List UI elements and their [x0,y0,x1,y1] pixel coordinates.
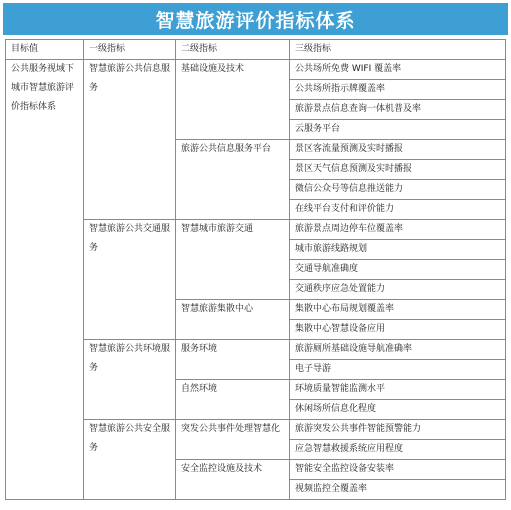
level3-cell: 旅游厕所基础设施导航准确率 [290,340,506,360]
level2-cell: 安全监控设施及技术 [176,460,290,500]
level1-cell: 智慧旅游公共环境服务 [84,340,176,420]
level3-cell: 公共场所指示牌覆盖率 [290,80,506,100]
table-row [6,60,506,80]
level1-cell: 智慧旅游公共安全服务 [84,420,176,500]
level2-cell: 旅游公共信息服务平台 [176,140,290,220]
goal-cell: 公共服务视域下城市智慧旅游评价指标体系 [6,60,84,500]
level3-cell: 休闲场所信息化程度 [290,400,506,420]
header-level3: 三级指标 [290,40,506,60]
level3-cell: 应急智慧救援系统应用程度 [290,440,506,460]
level1-cell: 智慧旅游公共交通服务 [84,220,176,340]
level2-cell: 智慧城市旅游交通 [176,220,290,300]
level3-cell: 公共场所免费 WIFI 覆盖率 [290,60,506,80]
level3-cell: 旅游突发公共事件智能预警能力 [290,420,506,440]
level3-cell: 旅游景点周边停车位覆盖率 [290,220,506,240]
level2-cell: 智慧旅游集散中心 [176,300,290,340]
level3-cell: 交通导航准确度 [290,260,506,280]
header-level2: 二级指标 [176,40,290,60]
level3-cell: 微信公众号等信息推送能力 [290,180,506,200]
page-title: 智慧旅游评价指标体系 [155,9,356,32]
level3-cell: 集散中心智慧设备应用 [290,320,506,340]
level3-cell: 视频监控全覆盖率 [290,480,506,500]
level3-cell: 智能安全监控设备安装率 [290,460,506,480]
level3-cell: 环境质量智能监测水平 [290,380,506,400]
level2-cell: 服务环境 [176,340,290,380]
level2-cell: 突发公共事件处理智慧化 [176,420,290,460]
header-goal: 目标值 [6,40,84,60]
indicator-table [5,39,506,500]
level1-cell: 智慧旅游公共信息服务 [84,60,176,220]
level3-cell: 景区客流量预测及实时播报 [290,140,506,160]
level3-cell: 交通秩序应急处置能力 [290,280,506,300]
level3-cell: 云服务平台 [290,120,506,140]
level3-cell: 旅游景点信息查询一体机普及率 [290,100,506,120]
level3-cell: 景区天气信息预测及实时播报 [290,160,506,180]
level3-cell: 在线平台支付和评价能力 [290,200,506,220]
level3-cell: 城市旅游线路规划 [290,240,506,260]
title-banner [3,3,508,35]
header-level1: 一级指标 [84,40,176,60]
table-header-row [6,40,506,60]
level3-cell: 电子导游 [290,360,506,380]
level2-cell: 基础设施及技术 [176,60,290,140]
level2-cell: 自然环境 [176,380,290,420]
level3-cell: 集散中心布局规划覆盖率 [290,300,506,320]
